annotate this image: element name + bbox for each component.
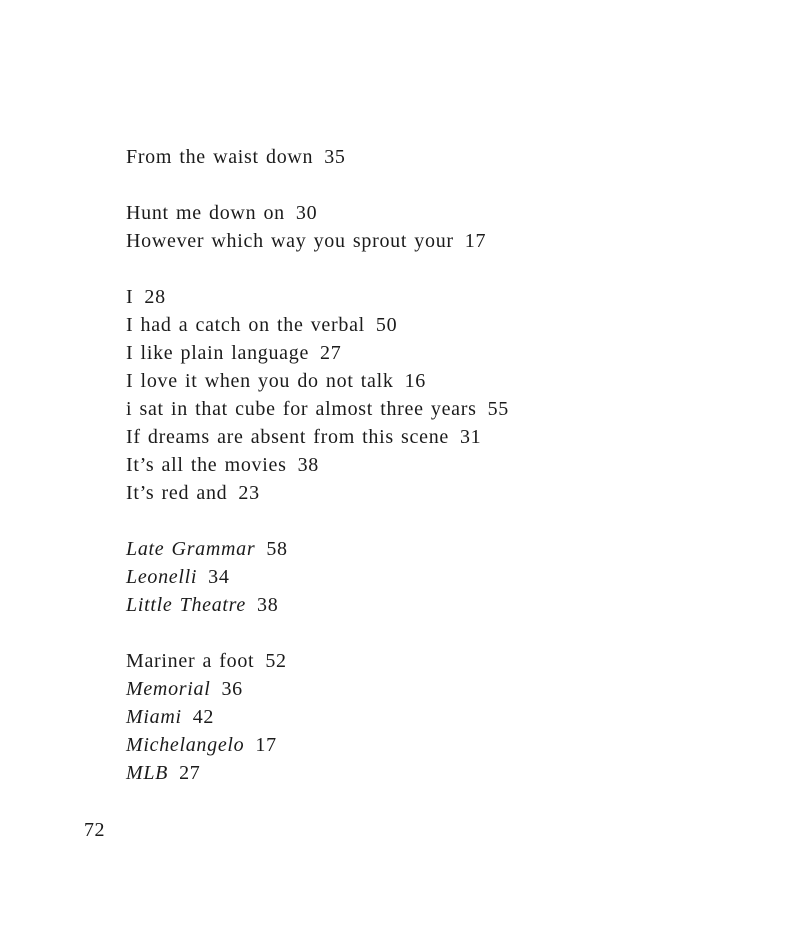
entry-page-number: 17 xyxy=(464,230,487,252)
index-entry xyxy=(126,451,509,479)
entry-title: Memorial xyxy=(126,678,211,700)
entry-page-number: 58 xyxy=(266,538,288,560)
entry-title: i sat in that cube for almost three years xyxy=(126,398,477,420)
entry-title: It’s all the movies xyxy=(126,454,287,476)
entry-page-number: 42 xyxy=(192,706,215,728)
entry-title: I had a catch on the verbal xyxy=(126,314,365,336)
entry-page-number: 52 xyxy=(265,650,287,672)
index-entry xyxy=(126,563,509,591)
entry-title: It’s red and xyxy=(126,482,228,504)
entry-title: MLB xyxy=(126,762,169,784)
index-list xyxy=(126,143,509,787)
entry-title: However which way you sprout your xyxy=(126,230,454,252)
entry-title: Michelangelo xyxy=(126,734,245,756)
index-group xyxy=(126,199,509,255)
entry-page-number: 36 xyxy=(221,678,243,700)
entry-title: I like plain language xyxy=(126,342,310,364)
entry-title: Little Theatre xyxy=(126,594,247,616)
index-entry xyxy=(126,423,509,451)
index-entry xyxy=(126,591,509,619)
entry-title: I love it when you do not talk xyxy=(126,370,394,392)
index-group xyxy=(126,283,509,507)
entry-page-number: 17 xyxy=(255,734,277,756)
index-entry xyxy=(126,143,509,171)
entry-title: From the waist down xyxy=(126,146,314,168)
entry-page-number: 30 xyxy=(295,202,318,224)
entry-page-number: 34 xyxy=(208,566,230,588)
entry-title: Hunt me down on xyxy=(126,202,285,224)
entry-title: Miami xyxy=(126,706,182,728)
index-entry xyxy=(126,535,509,563)
index-entry xyxy=(126,703,509,731)
index-entry xyxy=(126,367,509,395)
index-entry xyxy=(126,731,509,759)
entry-page-number: 27 xyxy=(320,342,342,364)
entry-page-number: 38 xyxy=(297,454,319,476)
entry-page-number: 16 xyxy=(404,370,426,392)
entry-page-number: 23 xyxy=(238,482,260,504)
index-group xyxy=(126,647,509,787)
entry-page-number: 35 xyxy=(324,146,346,168)
index-entry xyxy=(126,339,509,367)
entry-title: If dreams are absent from this scene xyxy=(126,426,449,448)
entry-page-number: 50 xyxy=(375,314,398,336)
index-entry xyxy=(126,675,509,703)
index-group xyxy=(126,143,509,171)
index-entry xyxy=(126,199,509,227)
entry-page-number: 31 xyxy=(459,426,482,448)
entry-title: Mariner a foot xyxy=(126,650,255,672)
index-entry xyxy=(126,479,509,507)
entry-page-number: 38 xyxy=(257,594,279,616)
index-entry xyxy=(126,227,509,255)
index-entry xyxy=(126,759,509,787)
entry-title: I xyxy=(126,286,134,308)
entry-page-number: 27 xyxy=(179,762,201,784)
folio-page-number: 72 xyxy=(84,819,105,841)
index-group xyxy=(126,535,509,619)
entry-page-number: 28 xyxy=(144,286,166,308)
index-entry xyxy=(126,647,509,675)
entry-title: Late Grammar xyxy=(126,538,256,560)
entry-page-number: 55 xyxy=(487,398,509,420)
index-entry xyxy=(126,283,509,311)
index-entry xyxy=(126,395,509,423)
index-entry xyxy=(126,311,509,339)
entry-title: Leonelli xyxy=(126,566,198,588)
